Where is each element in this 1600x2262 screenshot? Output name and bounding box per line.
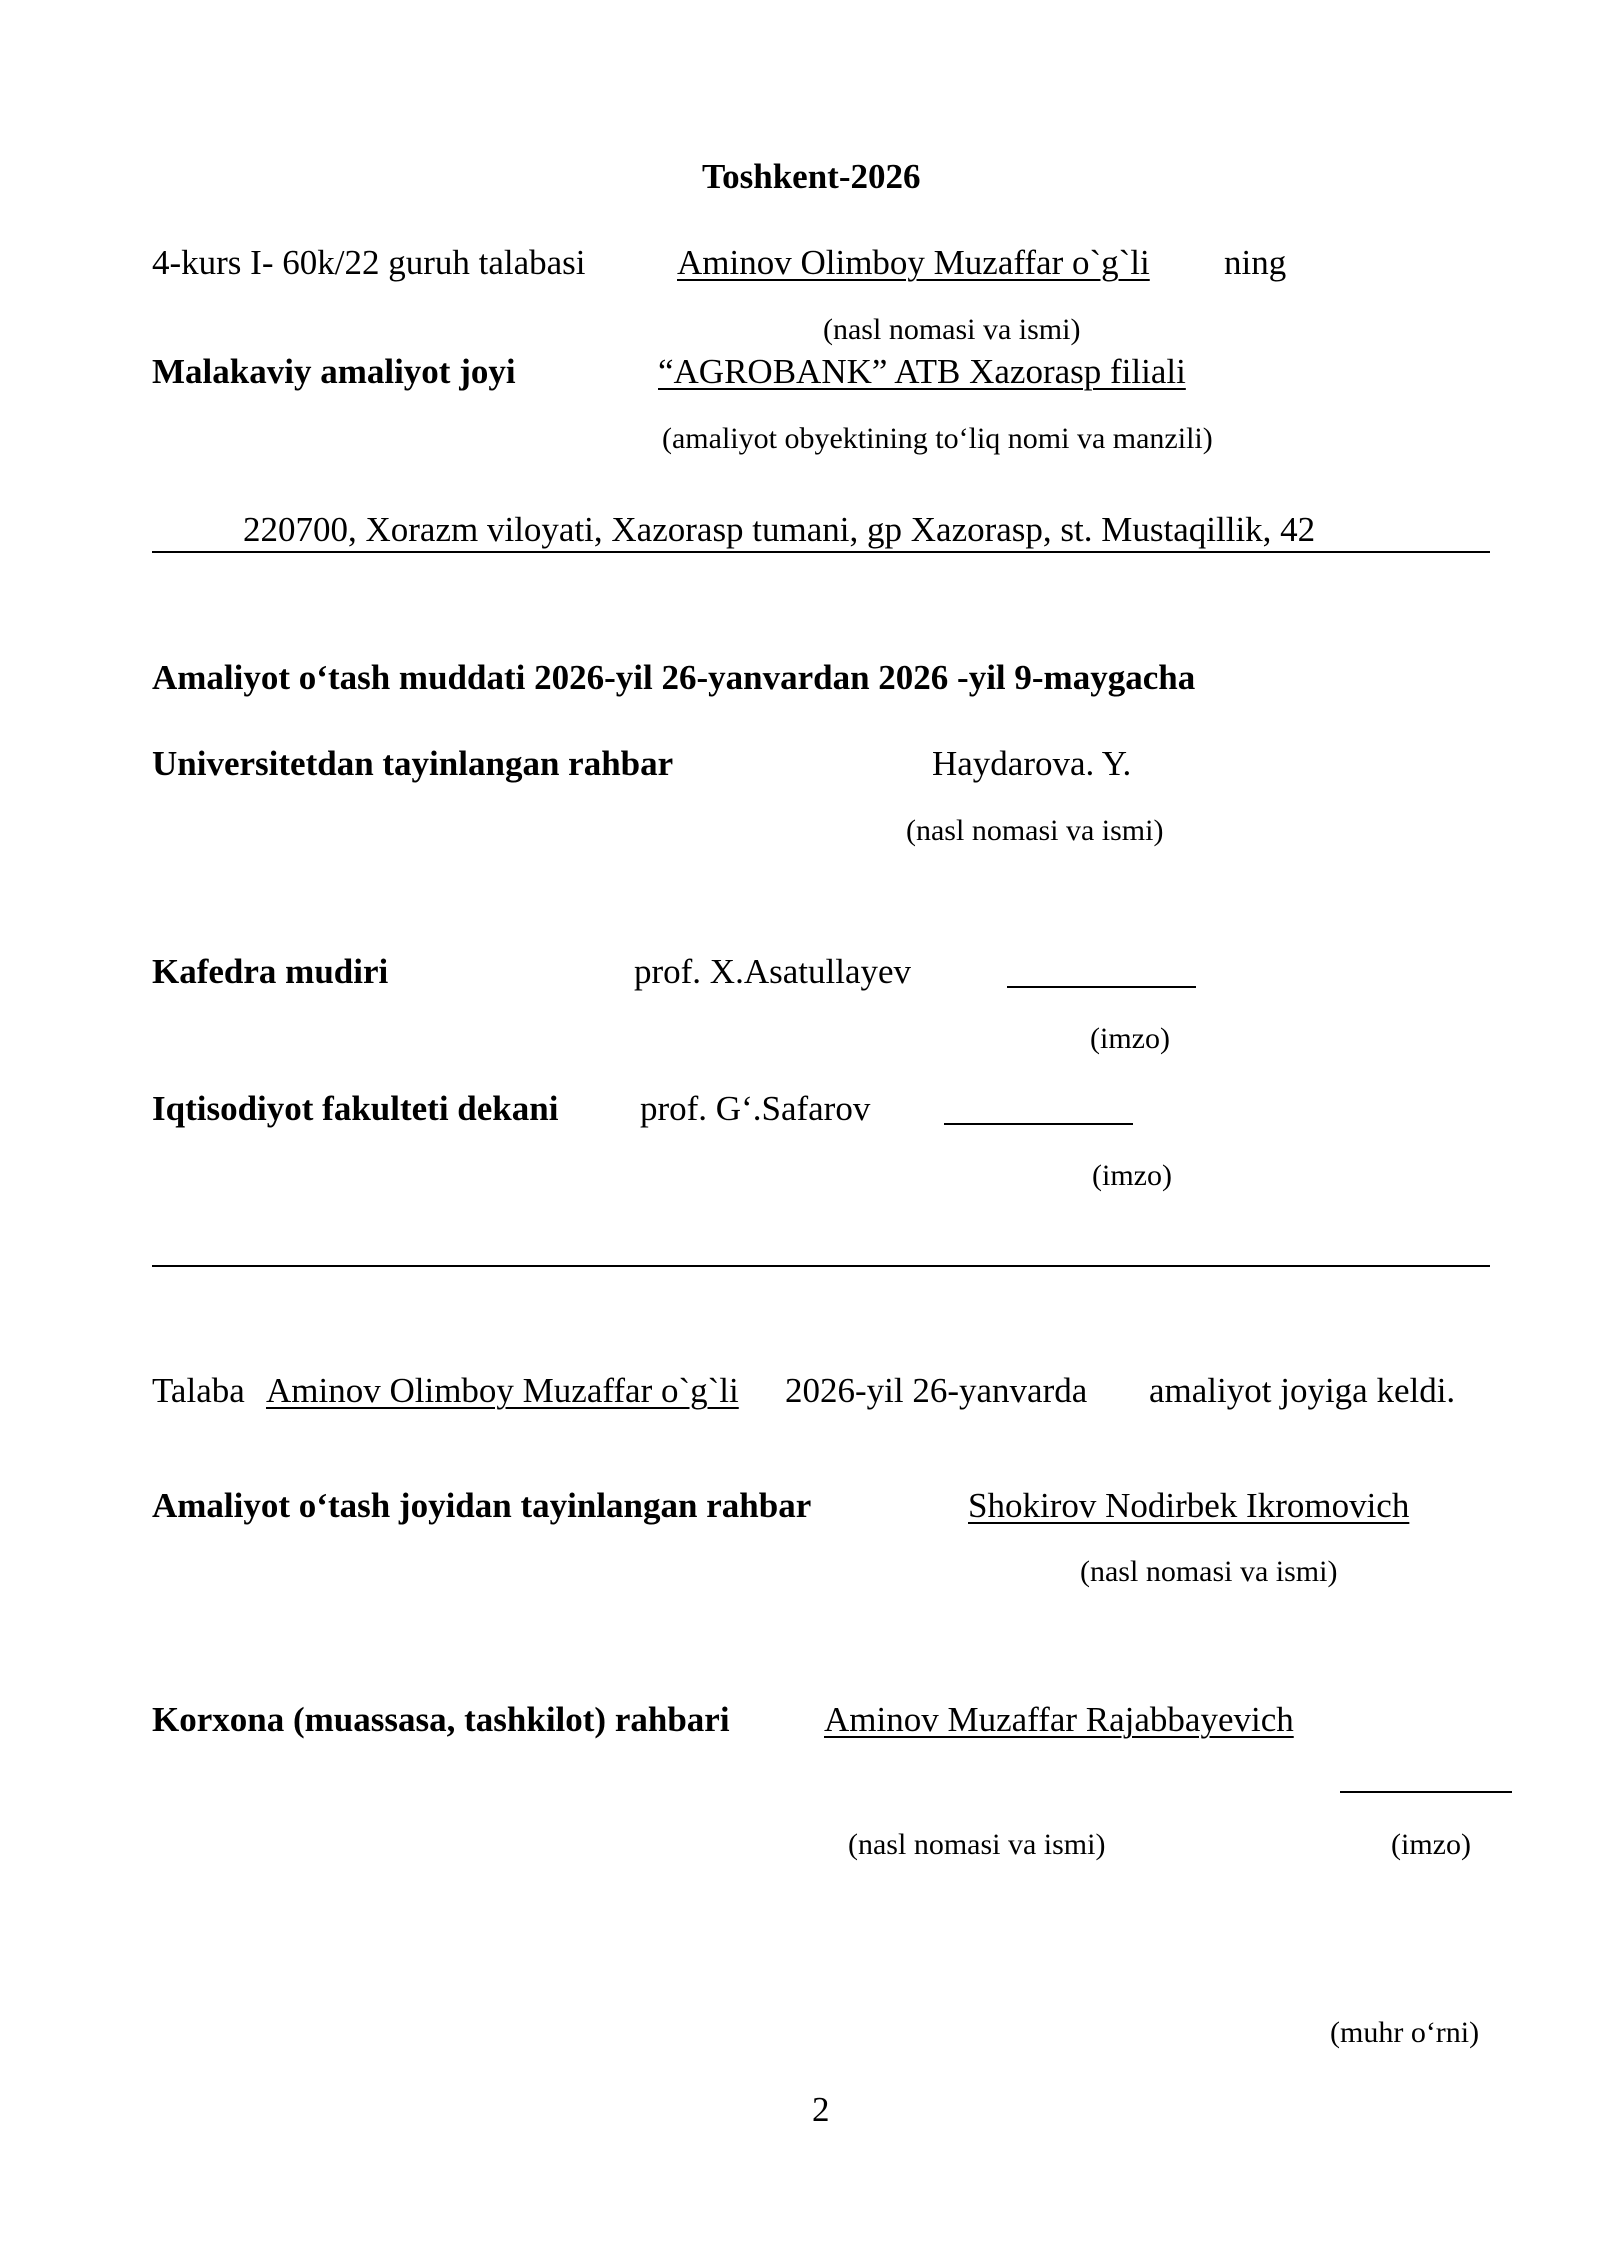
company-head-caption-name: (nasl nomasi va ismi) [848,1828,1106,1861]
place-label: Malakaviy amaliyot joyi [152,352,516,391]
place-address: 220700, Xorazm viloyati, Xazorasp tumani, gp Xazorasp, st. Mustaqillik, 42 [243,510,1316,549]
student-caption: (nasl nomasi va ismi) [823,313,1081,346]
dean-signature-line [944,1123,1133,1125]
department-head-value: prof. X.Asatullayev [634,952,912,991]
period-text: Amaliyot o‘tash muddati 2026-yil 26-yanvardan 2026 -yil 9-maygacha [152,658,1196,697]
site-supervisor-label: Amaliyot o‘tash joyidan tayinlangan rahbar [152,1486,812,1525]
university-supervisor-caption: (nasl nomasi va ismi) [906,814,1164,847]
department-head-label: Kafedra mudiri [152,952,389,991]
place-caption: (amaliyot obyektining to‘liq nomi va manzili) [662,422,1213,455]
department-head-signature-line [1007,986,1196,988]
student-suffix: ning [1224,243,1287,282]
site-supervisor-value: Shokirov Nodirbek Ikromovich [968,1486,1410,1525]
section-divider [152,1265,1490,1267]
address-underline [152,551,1490,553]
city-year-title: Toshkent-2026 [702,157,921,196]
company-head-caption-sign: (imzo) [1391,1828,1471,1861]
seal-caption: (muhr o‘rni) [1330,2016,1480,2049]
dean-label: Iqtisodiyot fakulteti dekani [152,1089,559,1128]
department-head-caption: (imzo) [1090,1022,1170,1055]
place-value: “AGROBANK” ATB Xazorasp filiali [658,352,1186,391]
site-supervisor-caption: (nasl nomasi va ismi) [1080,1555,1338,1588]
company-head-label: Korxona (muassasa, tashkilot) rahbari [152,1700,730,1739]
dean-value: prof. G‘.Safarov [640,1089,871,1128]
arrival-suffix: amaliyot joyiga keldi. [1149,1371,1456,1410]
arrival-prefix: Talaba [152,1371,245,1410]
company-head-signature-line [1340,1791,1512,1793]
page-number: 2 [812,2090,830,2129]
dean-caption: (imzo) [1092,1159,1172,1192]
university-supervisor-label: Universitetdan tayinlangan rahbar [152,744,674,783]
university-supervisor-value: Haydarova. Y. [932,744,1132,783]
arrival-date: 2026-yil 26-yanvarda [785,1371,1088,1410]
arrival-student-name: Aminov Olimboy Muzaffar o`g`li [266,1371,739,1410]
company-head-value: Aminov Muzaffar Rajabbayevich [824,1700,1294,1739]
student-prefix: 4-kurs I- 60k/22 guruh talabasi [152,243,586,282]
student-name: Aminov Olimboy Muzaffar o`g`li [677,243,1150,282]
